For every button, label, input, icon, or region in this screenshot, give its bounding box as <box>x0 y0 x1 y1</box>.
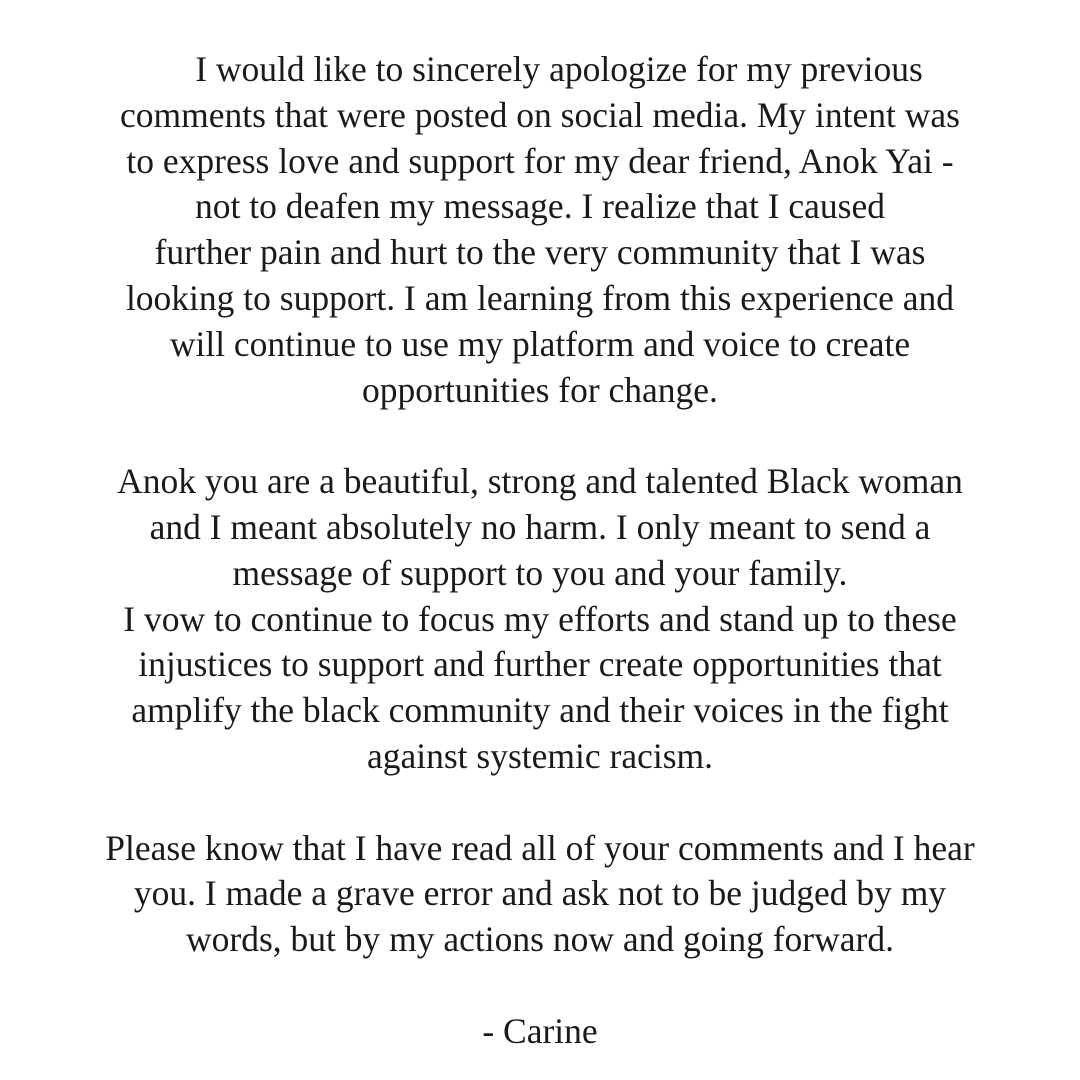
text-line: words, but by my actions now and going forward. <box>186 919 894 960</box>
text-line: I vow to continue to focus my efforts and stand up to these <box>123 598 957 639</box>
text-line: opportunities for change. <box>362 369 718 410</box>
text-line: amplify the black community and their voices in the fight <box>131 690 949 731</box>
text-line: further pain and hurt to the very community that I was <box>154 232 926 273</box>
paragraph-spacer <box>0 963 1080 1009</box>
text-line: against systemic racism. <box>366 735 714 776</box>
text-line: you. I made a grave error and ask not to be judged by my <box>133 873 947 914</box>
paragraph-apology <box>0 47 1080 413</box>
text-line: Please know that I have read all of your comments and I hear <box>105 827 975 868</box>
paragraph-spacer <box>0 780 1080 826</box>
text-line: and I meant absolutely no harm. I only meant to send a <box>149 506 931 547</box>
text-line: not to deafen my message. I realize that I caused <box>195 186 885 227</box>
text-line: to express love and support for my dear friend, Anok Yai - <box>126 140 954 181</box>
paragraph-message-to-anok <box>0 459 1080 780</box>
text-line: message of support to you and your family. <box>232 552 848 593</box>
text-line: will continue to use my platform and voice to create <box>169 323 911 364</box>
text-line: comments that were posted on social media. My intent was <box>120 94 960 135</box>
paragraph-spacer <box>0 413 1080 459</box>
text-line: injustices to support and further create opportunities that <box>138 644 942 685</box>
text-line: I would like to sincerely apologize for my previous <box>195 49 923 89</box>
text-line: looking to support. I am learning from this experience and <box>125 277 955 318</box>
paragraph-closing <box>0 826 1080 963</box>
text-line: Anok you are a beautiful, strong and talented Black woman <box>117 461 963 502</box>
signature: - Carine <box>482 1010 598 1051</box>
